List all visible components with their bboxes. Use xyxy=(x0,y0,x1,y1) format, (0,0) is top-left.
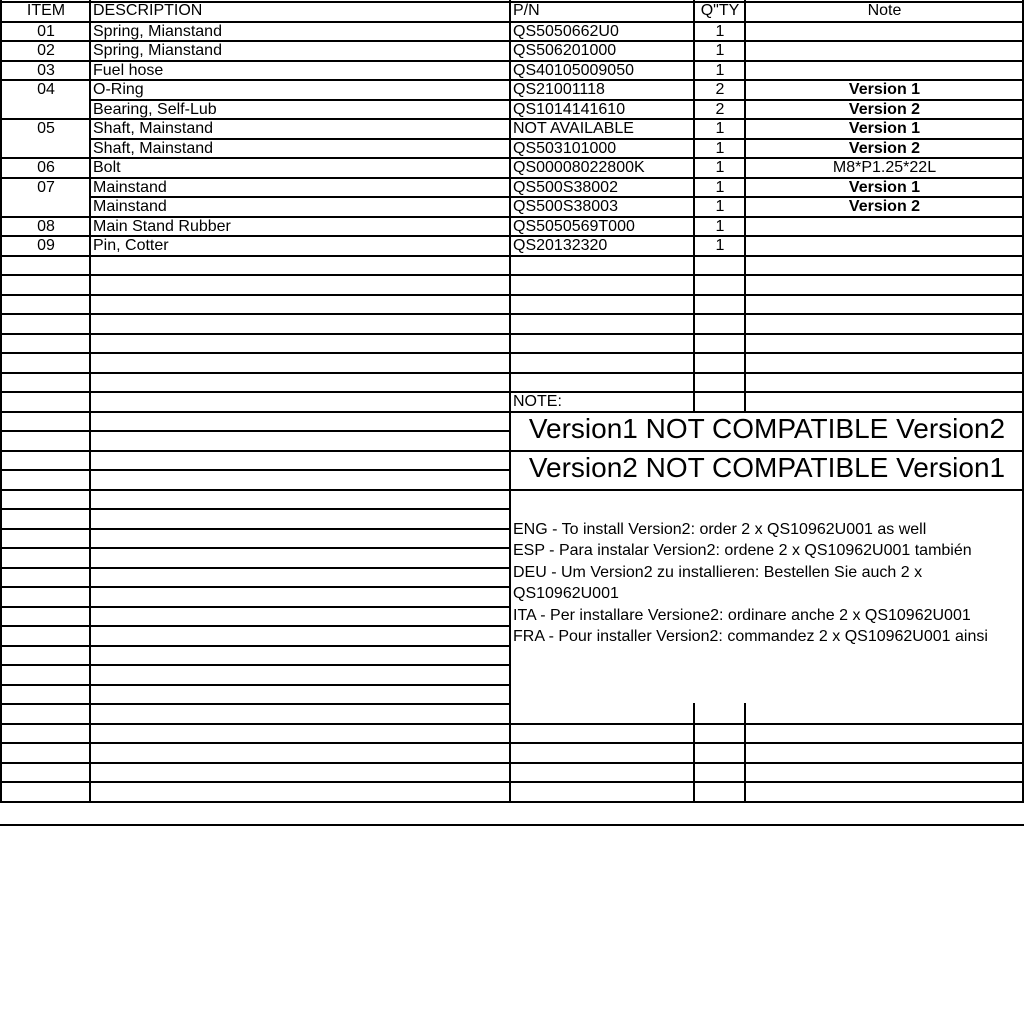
cell-item: 07 xyxy=(37,179,55,196)
grid-hline xyxy=(0,762,1024,764)
cell-item: 03 xyxy=(37,62,55,79)
cell-description: Bearing, Self-Lub xyxy=(93,101,217,118)
grid-hline xyxy=(0,352,1024,354)
instruction-esp: ESP - Para instalar Version2: ordene 2 x QS10962U001 también xyxy=(513,542,972,560)
cell-qty: 1 xyxy=(715,159,725,176)
cell-pn: QS20132320 xyxy=(513,237,608,254)
header-item: ITEM xyxy=(26,2,66,19)
cell-item xyxy=(2,139,90,158)
cell-note: Version 2 xyxy=(848,101,921,118)
cell-description: Spring, Mianstand xyxy=(93,42,222,59)
grid-hline xyxy=(0,684,510,686)
grid-hline xyxy=(0,781,1024,783)
grid-hline xyxy=(0,508,510,510)
cell-description: Pin, Cotter xyxy=(93,237,169,254)
grid-hline xyxy=(509,489,1024,491)
cell-qty: 1 xyxy=(715,62,725,79)
cell-note: Version 1 xyxy=(848,179,921,196)
grid-hline xyxy=(0,294,1024,296)
note-label: NOTE: xyxy=(513,393,562,410)
cell-qty: 1 xyxy=(715,218,725,235)
cell-note xyxy=(747,22,1022,41)
cell-item xyxy=(2,100,90,119)
grid-hline xyxy=(0,333,1024,335)
grid-hline xyxy=(0,625,510,627)
cell-pn: QS500S38002 xyxy=(513,179,618,196)
grid-hline xyxy=(0,372,1024,374)
cell-pn: NOT AVAILABLE xyxy=(513,120,634,137)
grid-vline xyxy=(693,703,695,803)
cell-pn: QS1014141610 xyxy=(513,101,626,118)
grid-vline xyxy=(744,703,746,803)
cell-pn: QS5050662U0 xyxy=(513,23,619,40)
grid-hline xyxy=(0,313,1024,315)
cell-description: Shaft, Mainstand xyxy=(93,140,214,157)
cell-item: 01 xyxy=(37,23,55,40)
grid-hline xyxy=(0,391,1024,393)
header-qty: Q"TY xyxy=(700,2,740,19)
cell-qty: 1 xyxy=(715,237,725,254)
grid-hline xyxy=(0,703,510,705)
grid-hline xyxy=(0,742,1024,744)
cell-description: Mainstand xyxy=(93,179,167,196)
footer-rule xyxy=(0,824,1024,826)
cell-qty: 1 xyxy=(715,23,725,40)
cell-item: 08 xyxy=(37,218,55,235)
cell-qty: 1 xyxy=(715,120,725,137)
grid-hline xyxy=(0,547,510,549)
grid-hline xyxy=(0,664,510,666)
header-pn: P/N xyxy=(513,2,540,19)
grid-hline xyxy=(0,586,510,588)
cell-qty: 1 xyxy=(715,198,725,215)
cell-note: Version 1 xyxy=(848,81,921,98)
cell-pn: QS21001118 xyxy=(513,81,605,98)
grid-hline xyxy=(0,274,1024,276)
cell-description: Bolt xyxy=(93,159,121,176)
warning-version1: Version1 NOT COMPATIBLE Version2 xyxy=(528,413,1006,444)
cell-pn: QS506201000 xyxy=(513,42,617,59)
cell-note xyxy=(747,61,1022,80)
cell-description: Spring, Mianstand xyxy=(93,23,222,40)
grid-vline xyxy=(509,0,511,803)
grid-hline xyxy=(0,450,510,452)
grid-hline xyxy=(0,430,510,432)
cell-qty: 1 xyxy=(715,179,725,196)
header-note: Note xyxy=(867,2,902,19)
grid-hline xyxy=(0,255,1024,257)
instruction-fra: FRA - Pour installer Version2: commandez 2 x QS10962U001 ainsi xyxy=(513,628,988,646)
cell-pn: QS5050569T000 xyxy=(513,218,635,235)
cell-item: 06 xyxy=(37,159,55,176)
cell-pn: QS500S38003 xyxy=(513,198,618,215)
cell-qty: 2 xyxy=(715,101,725,118)
grid-hline xyxy=(0,801,1024,803)
cell-note: Version 2 xyxy=(848,198,921,215)
cell-note xyxy=(747,41,1022,60)
cell-note xyxy=(747,236,1022,255)
cell-description: O-Ring xyxy=(93,81,144,98)
grid-hline xyxy=(0,645,510,647)
cell-pn: QS00008022800K xyxy=(513,159,645,176)
instruction-eng: ENG - To install Version2: order 2 x QS10962U001 as well xyxy=(513,521,927,538)
header-description: DESCRIPTION xyxy=(93,2,203,19)
cell-note: Version 2 xyxy=(848,140,921,157)
grid-hline xyxy=(0,411,510,413)
cell-item: 05 xyxy=(37,120,55,137)
cell-qty: 1 xyxy=(715,42,725,59)
instruction-ita: ITA - Per installare Versione2: ordinare anche 2 x QS10962U001 xyxy=(513,606,971,624)
grid-hline xyxy=(0,606,510,608)
cell-item: 09 xyxy=(37,237,55,254)
grid-hline xyxy=(0,567,510,569)
grid-hline xyxy=(0,489,510,491)
cell-item: 02 xyxy=(37,42,55,59)
cell-description: Mainstand xyxy=(93,198,167,215)
cell-note: Version 1 xyxy=(848,120,921,137)
cell-pn: QS40105009050 xyxy=(513,62,634,79)
grid-hline xyxy=(0,723,1024,725)
instruction-deu: DEU - Um Version2 zu installieren: Bestellen Sie auch 2 x QS10962U001 xyxy=(513,563,923,603)
cell-description: Shaft, Mainstand xyxy=(93,120,214,137)
grid-hline xyxy=(0,528,510,530)
cell-pn: QS503101000 xyxy=(513,140,617,157)
cell-description: Fuel hose xyxy=(93,62,164,79)
warning-version2: Version2 NOT COMPATIBLE Version1 xyxy=(528,452,1006,483)
install-instructions xyxy=(513,519,1021,647)
cell-qty: 2 xyxy=(715,81,725,98)
cell-note: M8*P1.25*22L xyxy=(832,159,937,176)
cell-qty: 1 xyxy=(715,140,725,157)
cell-item xyxy=(2,197,90,216)
cell-item: 04 xyxy=(37,81,55,98)
grid-hline xyxy=(0,469,510,471)
cell-note xyxy=(747,217,1022,236)
cell-description: Main Stand Rubber xyxy=(93,218,231,235)
